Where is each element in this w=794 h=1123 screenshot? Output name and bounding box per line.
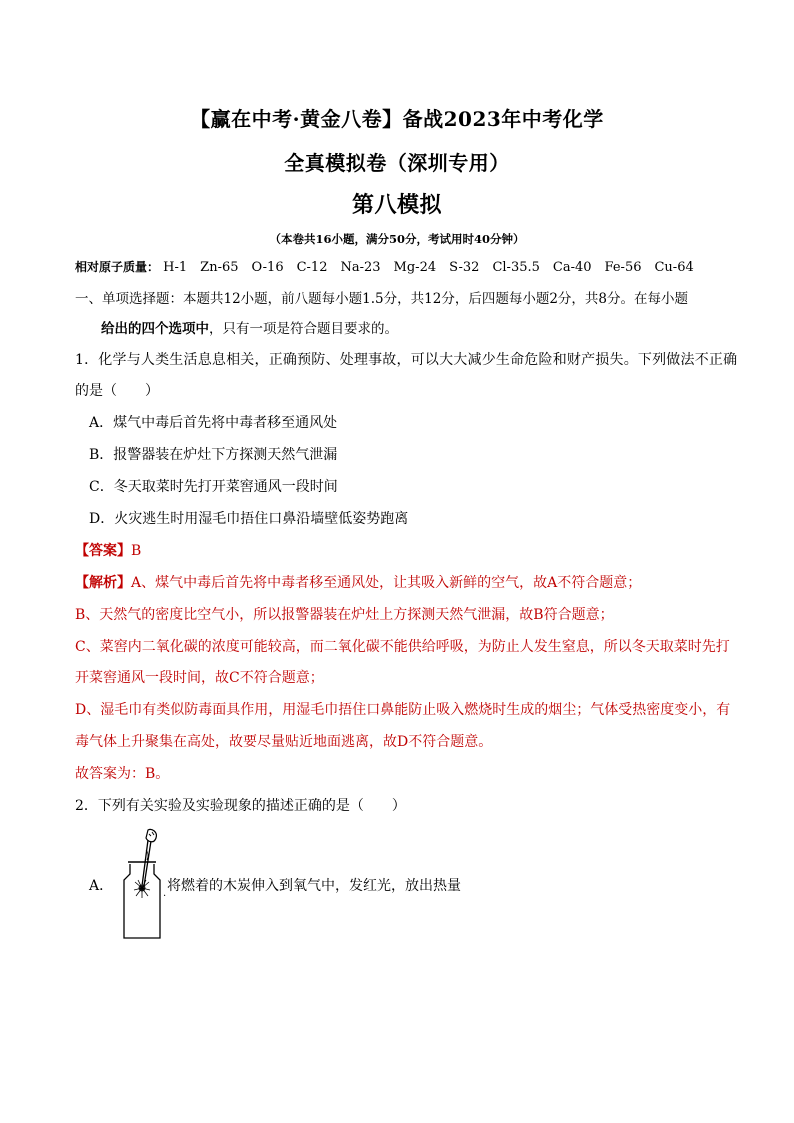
atomic-mass-item: Zn-65 xyxy=(200,260,239,275)
q1-stem-line2: 的是（ ） xyxy=(75,383,159,399)
answer-value: B xyxy=(131,543,142,559)
q1-option-b: B．报警器装在炉灶下方探测天然气泄漏 xyxy=(89,447,338,463)
q1-option-d: D．火灾逃生时用湿毛巾捂住口鼻沿墙壁低姿势跑离 xyxy=(89,511,409,527)
atomic-mass-item: H-1 xyxy=(163,260,188,275)
figure-dot: . xyxy=(163,888,167,899)
q1-analysis-c1: C、菜窖内二氧化碳的浓度可能较高，而二氧化碳不能供给呼吸，为防止人发生窒息，所以冬天取菜时先打 xyxy=(75,639,730,655)
atomic-masses-list xyxy=(163,260,707,275)
atomic-mass-item: Cu-64 xyxy=(654,260,694,275)
q1-stem-line1: 1．化学与人类生活息息相关，正确预防、处理事故，可以大大减少生命危险和财产损失。下列做法不正确 xyxy=(75,352,738,368)
q1-option-a: A．煤气中毒后首先将中毒者移至通风处 xyxy=(89,415,338,431)
answer-label: 【答案】 xyxy=(75,543,131,559)
atomic-masses-label: 相对原子质量： xyxy=(75,260,160,274)
q1-answer xyxy=(75,540,141,560)
atomic-mass-item: Mg-24 xyxy=(393,260,437,275)
q1-analysis-d1: D、湿毛巾有类似防毒面具作用，用湿毛巾捂住口鼻能防止吸入燃烧时生成的烟尘；气体受热密度变小，有 xyxy=(75,702,731,718)
exam-title-line3: 第八模拟 xyxy=(351,193,442,218)
gas-bottle-charcoal-figure xyxy=(118,826,166,944)
q1-analysis-b: B、天然气的密度比空气小，所以报警器装在炉灶上方探测天然气泄漏，故B符合题意； xyxy=(75,607,614,623)
section-heading-line1: 一、单项选择题：本题共12小题，前八题每小题1.5分，共12分，后四题每小题2分，共8分。在每小题 xyxy=(75,291,689,307)
atomic-masses xyxy=(75,258,707,275)
atomic-mass-item: C-12 xyxy=(296,260,328,275)
section-heading-emphasis: 给出的四个选项中 xyxy=(101,321,209,337)
q1-option-c: C．冬天取菜时先打开菜窖通风一段时间 xyxy=(89,479,338,495)
atomic-mass-item: Fe-56 xyxy=(604,260,642,275)
q1-analysis-a xyxy=(75,572,641,592)
exam-title-line1: 【赢在中考·黄金八卷】备战2023年中考化学 xyxy=(190,107,604,131)
q1-analysis-d2: 毒气体上升聚集在高处，故要尽量贴近地面逃离，故D不符合题意。 xyxy=(75,734,493,750)
analysis-a-text: A、煤气中毒后首先将中毒者移至通风处，让其吸入新鲜的空气，故A不符合题意； xyxy=(131,575,642,591)
atomic-mass-item: Cl-35.5 xyxy=(492,260,540,275)
atomic-mass-item: O-16 xyxy=(251,260,284,275)
exam-note: （本卷共16小题，满分50分，考试用时40分钟） xyxy=(269,232,525,246)
atomic-mass-item: Ca-40 xyxy=(552,260,592,275)
q1-analysis-c2: 开菜窖通风一段时间，故C不符合题意； xyxy=(75,670,324,686)
exam-title-line2: 全真模拟卷（深圳专用） xyxy=(284,151,510,175)
section-heading-rest: ，只有一项是符合题目要求的。 xyxy=(209,321,398,337)
q2-stem: 2．下列有关实验及实验现象的描述正确的是（ ） xyxy=(75,798,406,814)
section-heading-line2 xyxy=(101,317,398,337)
q1-conclusion: 故答案为：B。 xyxy=(75,766,170,782)
q2-option-a-label: A． xyxy=(89,878,114,894)
atomic-mass-item: Na-23 xyxy=(340,260,381,275)
atomic-mass-item: S-32 xyxy=(449,260,480,275)
q2-option-a-text: 将燃着的木炭伸入到氧气中，发红光，放出热量 xyxy=(167,878,461,894)
analysis-label: 【解析】 xyxy=(75,575,131,591)
